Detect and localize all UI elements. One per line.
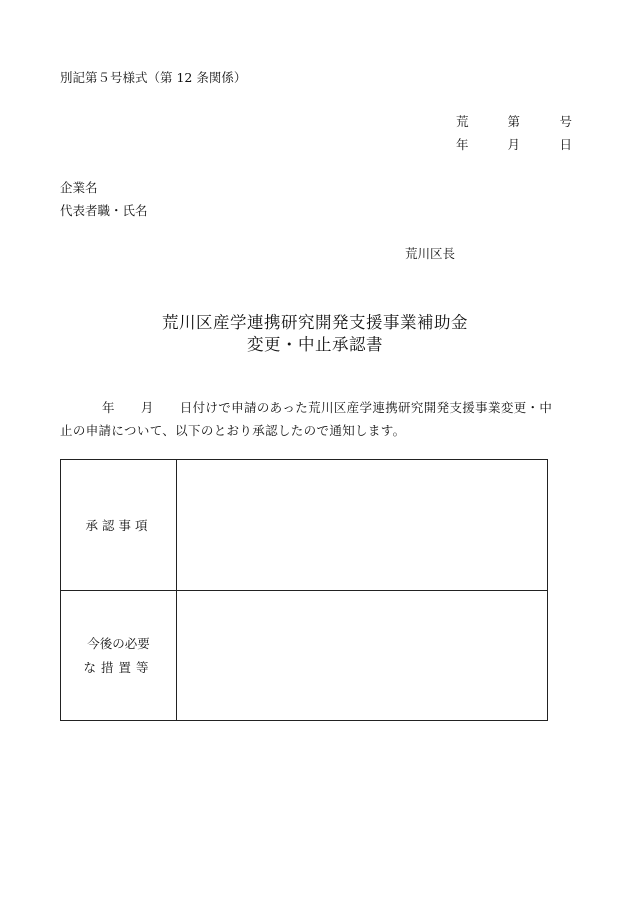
representative-label: 代表者職・氏名 (60, 203, 148, 218)
approval-table (60, 459, 548, 721)
approval-items-label-cell (61, 460, 177, 591)
company-name-label: 企業名 (60, 180, 98, 195)
ref-office-char: 荒 (456, 114, 469, 129)
form-number-label: 別記第５号様式（第 12 条関係） (60, 70, 247, 85)
approval-items-value-cell[interactable] (177, 460, 548, 591)
notice-month: 月 (140, 400, 154, 415)
required-measures-label-cell (61, 591, 177, 721)
required-measures-label (83, 632, 153, 680)
required-measures-label-line1: 今後の必要 (87, 635, 150, 651)
notice-year: 年 (102, 400, 115, 415)
notice-body (60, 396, 580, 442)
notice-body-line1 (60, 396, 580, 419)
required-measures-value-cell[interactable] (177, 591, 548, 721)
issuer-label: 荒川区長 (405, 246, 456, 261)
notice-body-line2: 止の申請について、以下のとおり承認したので通知します。 (60, 423, 406, 438)
required-measures-label-line2: な措置等 (83, 659, 154, 675)
document-date-row (456, 135, 572, 153)
date-year-label: 年 (456, 137, 469, 152)
ref-number-prefix: 第 (507, 114, 520, 129)
document-title-line2: 変更・中止承認書 (247, 335, 383, 354)
document-number-row (456, 112, 572, 130)
approval-items-label: 承認事項 (85, 518, 152, 533)
date-day-label: 日 (559, 137, 572, 152)
table-row (61, 591, 548, 721)
notice-line1-text: 日付けで申請のあった荒川区産学連携研究開発支援事業変更・中 (179, 400, 553, 415)
table-row (61, 460, 548, 591)
ref-number-suffix: 号 (559, 114, 572, 129)
document-title-line1: 荒川区産学連携研究開発支援事業補助金 (162, 313, 468, 332)
date-month-label: 月 (507, 137, 520, 152)
